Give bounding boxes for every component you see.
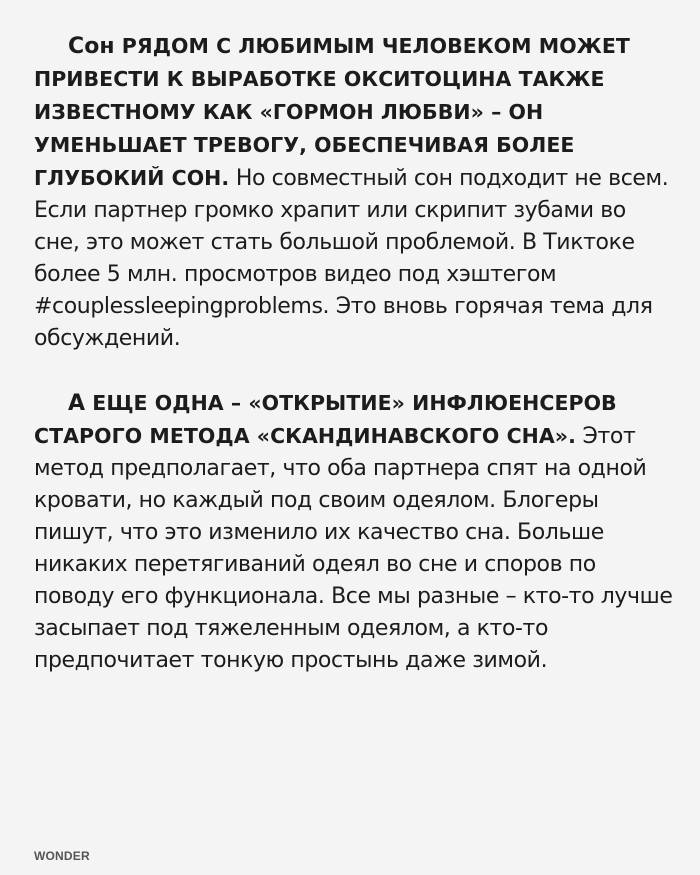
lead-first-word: Сон — [68, 34, 115, 59]
article-body — [34, 30, 674, 677]
paragraph-body: Этот метод предполагает, что оба партнера спят на одной кровати, но каждый под своим одеялом. Блогеры пишут, что это изменило их качество сна. Больше никаких перетягиваний одеял во сне и споров по поводу его функционала. Все мы разные – кто-то лучше засыпает под тяжеленным одеялом, а кто-то предпочитает тонкую простынь даже зимой. — [34, 424, 673, 673]
paragraph-oxytocin — [34, 30, 674, 355]
paragraph-lead — [34, 391, 617, 448]
lead-text: РЯДОМ С ЛЮБИМЫМ ЧЕЛОВЕКОМ МОЖЕТ ПРИВЕСТИ К ВЫРАБОТКЕ ОКСИТОЦИНА ТАКЖЕ ИЗВЕСТНОМУ КАК «ГОРМОН ЛЮБВИ» – ОН УМЕНЬШАЕТ ТРЕВОГУ, ОБЕСПЕЧИВАЯ БОЛЕЕ ГЛУБОКИЙ СОН. — [34, 34, 630, 190]
lead-text: ЕЩЕ ОДНА – «ОТКРЫТИЕ» ИНФЛЮЕНСЕРОВ СТАРОГО МЕТОДА «СКАНДИНАВСКОГО СНА». — [34, 391, 617, 448]
brand-logo: WONDER — [34, 849, 90, 863]
lead-first-word: А — [68, 391, 86, 416]
paragraph-scandinavian-sleep — [34, 387, 674, 677]
paragraph-body: Но совместный сон подходит не всем. Если партнер громко храпит или скрипит зубами во сне, это может стать большой проблемой. В Тиктоке более 5 млн. просмотров видео под хэштегом #couplessleepingproblems. Это вновь горячая тема для обсуждений. — [34, 166, 669, 351]
